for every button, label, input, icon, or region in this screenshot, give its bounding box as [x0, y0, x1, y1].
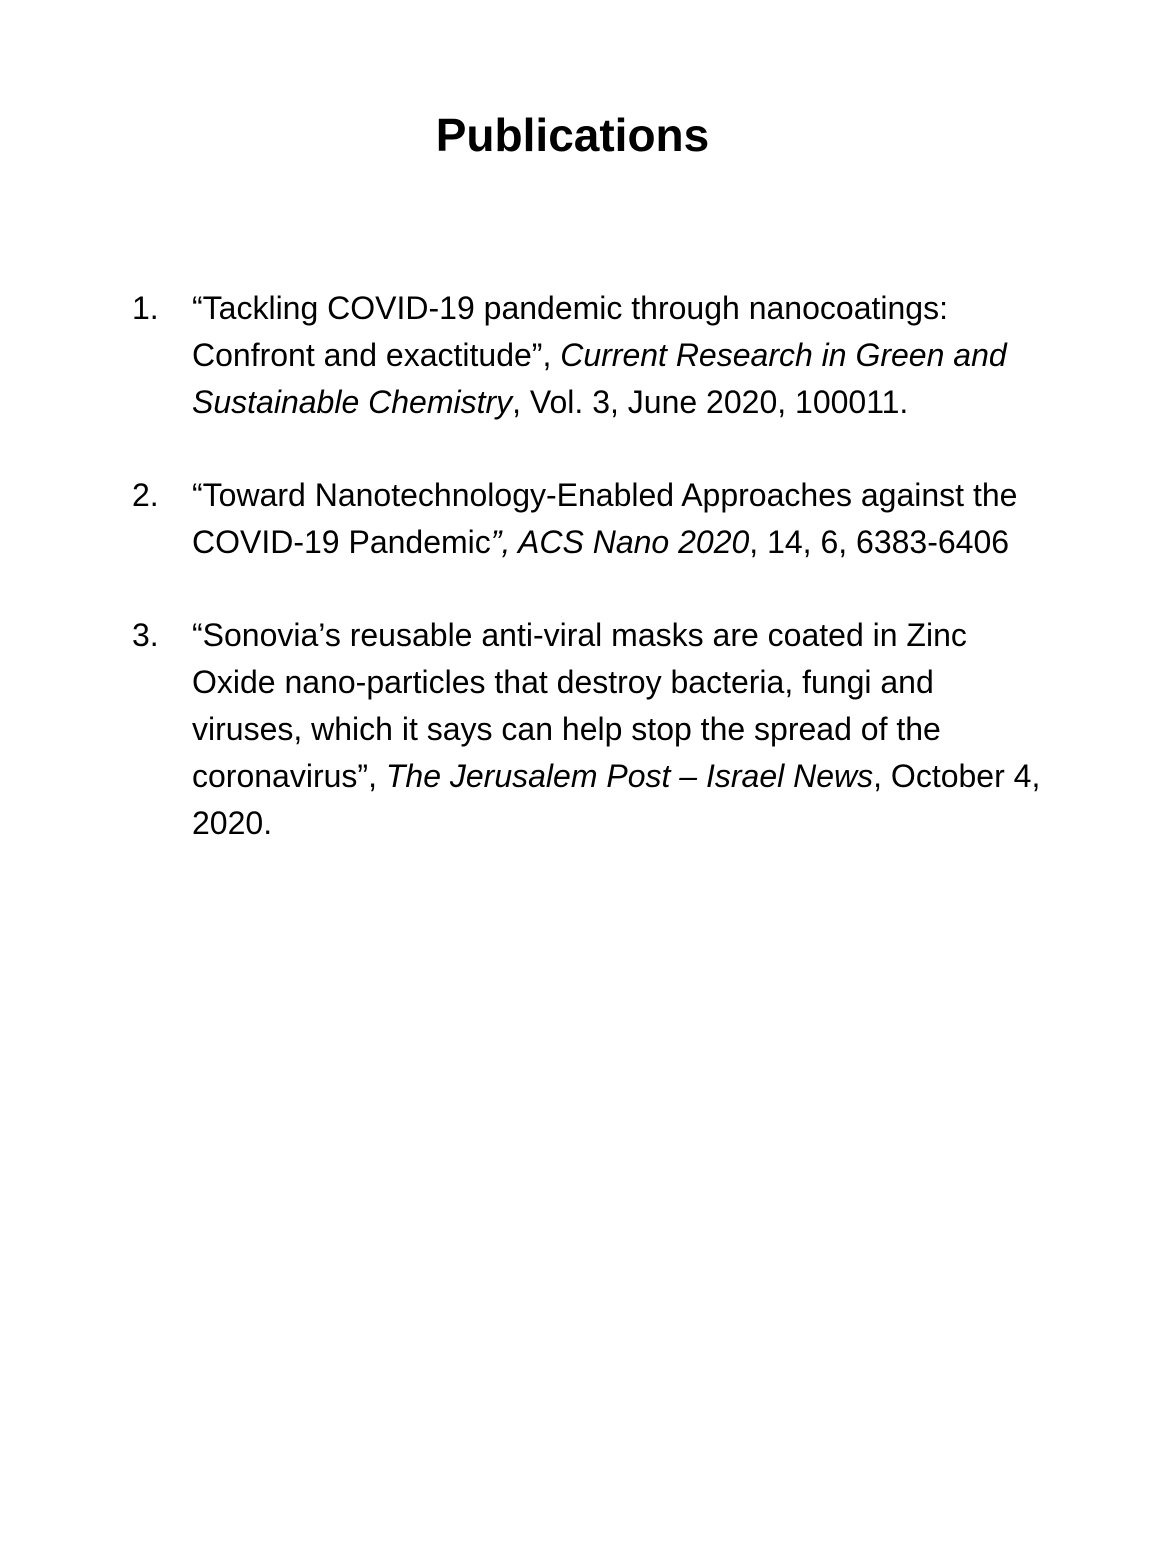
publication-citation — [192, 285, 1042, 426]
citation-title: “Tackling COVID-19 pandemic through nanocoatings: Confront and exactitude”, — [192, 290, 948, 373]
publication-number: 3. — [132, 617, 159, 653]
publication-list — [0, 285, 1170, 893]
citation-details: , Vol. 3, June 2020, 100011. — [512, 384, 909, 420]
publication-number: 2. — [132, 477, 159, 513]
citation-journal: The Jerusalem Post – Israel News — [385, 758, 874, 794]
citation-details: , October 4, 2020. — [192, 758, 1041, 841]
page-title: Publications — [435, 109, 710, 161]
publication-citation — [192, 612, 1042, 847]
citation-journal: Current Research in Green and Sustainable Chemistry — [192, 337, 1007, 420]
citation-title: “Sonovia’s reusable anti-viral masks are coated in Zinc Oxide nano-particles that destroy bacteria, fungi and viruses, which it says can help stop the spread of the coronavirus”, — [192, 617, 967, 794]
publication-item — [0, 285, 1170, 426]
publication-item — [0, 612, 1170, 847]
publication-citation — [192, 472, 1042, 566]
publication-number: 1. — [132, 290, 159, 326]
publication-item — [0, 472, 1170, 566]
citation-details: , 14, 6, 6383-6406 — [749, 524, 1010, 560]
citation-title: “Toward Nanotechnology-Enabled Approaches against the COVID-19 Pandemic — [192, 477, 1018, 560]
citation-journal: ”, ACS Nano 2020 — [490, 524, 750, 560]
